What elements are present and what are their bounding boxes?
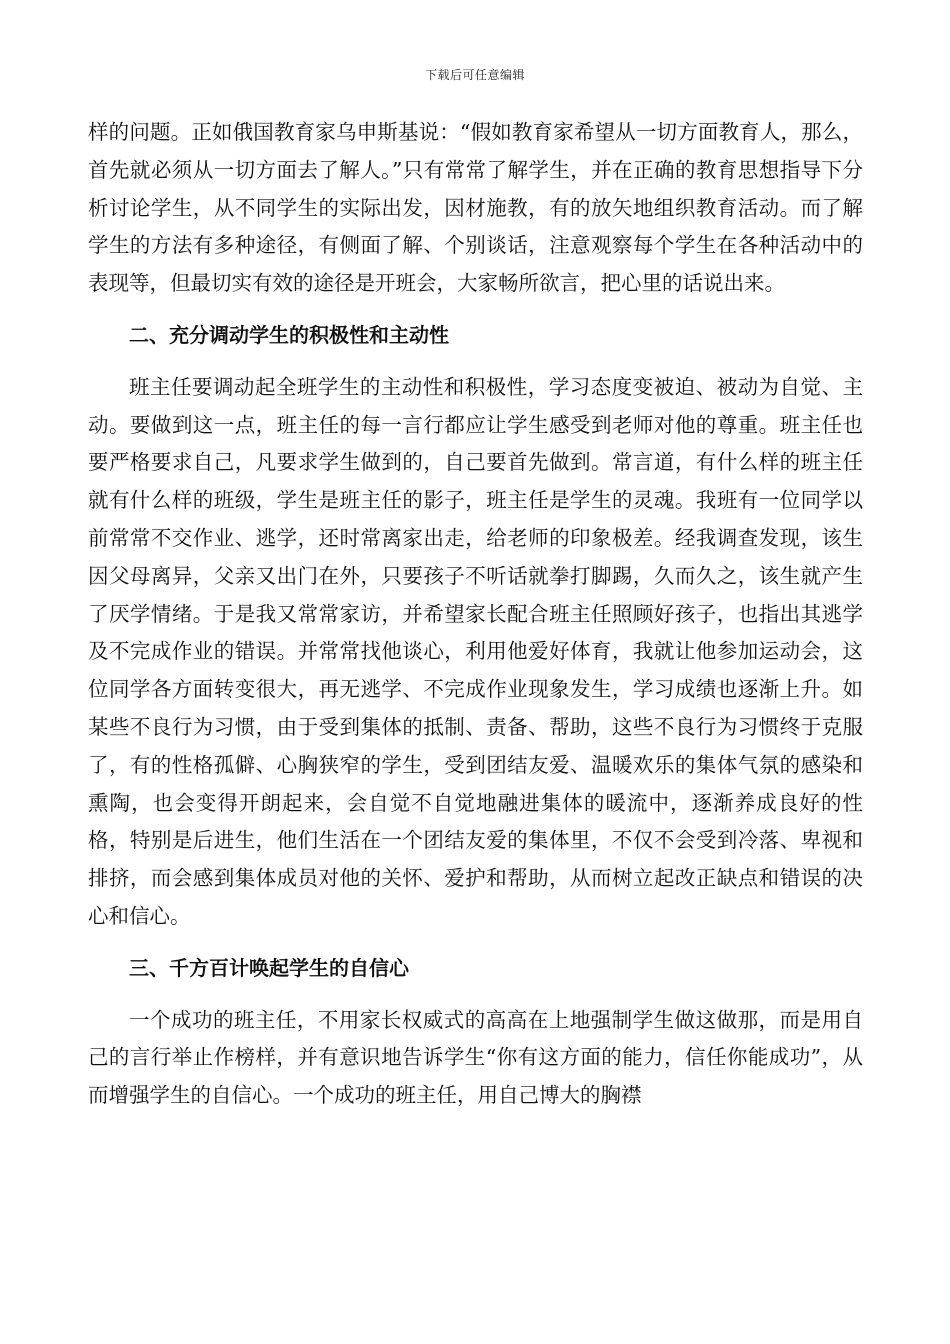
section-2-paragraph: 班主任要调动起全班学生的主动性和积极性，学习态度变被迫、被动为自觉、主动。要做到这一点，班主任的每一言行都应让学生感受到老师对他的尊重。班主任也要严格要求自己，凡要求学生做到的，自己要首先做到。常言道，有什么样的班主任就有什么样的班级，学生是班主任的影子，班主任是学生的灵魂。我班有一位同学以前常常不交作业、逃学，还时常离家出走，给老师的印象极差。经我调查发现，该生因父母离异，父亲又出门在外，只要孩子不听话就拳打脚踢，久而久之，该生就产生了厌学情绪。于是我又常常家访，并希望家长配合班主任照顾好孩子，也指出其逃学及不完成作业的错误。并常常找他谈心，利用他爱好体育，我就让他参加运动会，这位同学各方面转变很大，再无逃学、不完成作业现象发生，学习成绩也逐渐上升。如某些不良行为习惯，由于受到集体的抵制、责备、帮助，这些不良行为习惯终于克服了，有的性格孤僻、心胸狭窄的学生，受到团结友爱、温暖欢乐的集体气氛的感染和熏陶，也会变得开朗起来，会自觉不自觉地融进集体的暖流中，逐渐养成良好的性格，特别是后进生，他们生活在一个团结友爱的集体里，不仅不会受到冷落、卑视和排挤，而会感到集体成员对他的关怀、爱护和帮助，从而树立起改正缺点和错误的决心和信心。 bbox=[88, 374, 863, 928]
section-3-paragraph: 一个成功的班主任，不用家长权威式的高高在上地强制学生做这做那，而是用自己的言行举止作榜样，并有意识地告诉学生“你有这方面的能力，信任你能成功”，从而增强学生的自信心。一个成功的班主任，用自己博大的胸襟 bbox=[88, 1007, 863, 1108]
page-header: 下载后可任意编辑 bbox=[424, 68, 525, 82]
section-heading-2: 二、充分调动学生的积极性和主动性 bbox=[129, 322, 449, 347]
document-body bbox=[88, 114, 863, 1115]
section-heading-3: 三、千方百计唤起学生的自信心 bbox=[129, 955, 409, 980]
intro-paragraph: 样的问题。正如俄国教育家乌申斯基说：“假如教育家希望从一切方面教育人，那么，首先就必须从一切方面去了解人。”只有常常了解学生，并在正确的教育思想指导下分析讨论学生，从不同学生的实际出发，因材施教，有的放矢地组织教育活动。而了解学生的方法有多种途径，有侧面了解、个别谈话，注意观察每个学生在各种活动中的表现等，但最切实有效的途径是开班会，大家畅所欲言，把心里的话说出来。 bbox=[88, 120, 863, 296]
